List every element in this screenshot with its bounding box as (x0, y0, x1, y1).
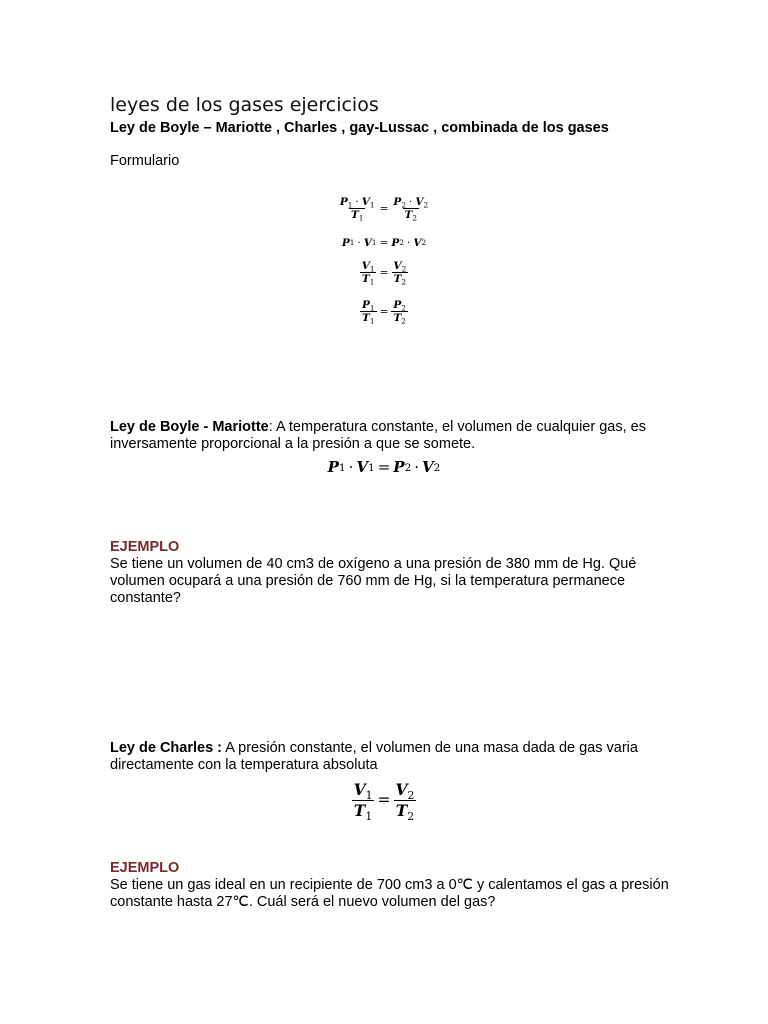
ejemplo-1-label: EJEMPLO (110, 539, 180, 555)
formula-charles-small: $\frac{V_1}{T_1}$ = $\frac{V_2}{T_2}$ (361, 260, 407, 287)
document-subtitle: Ley de Boyle – Mariotte , Charles , gay-Lussac , combinada de los gases (110, 120, 609, 136)
formula-combined: $\frac{P_1 \cdot V_1}{T_1}$ = $\frac{P_2 \cdot V_2}{T_2}$ (339, 196, 429, 223)
formulario-label: Formulario (110, 153, 180, 169)
ejemplo-2 (110, 860, 670, 911)
boyle-text: : A temperatura constante, el volumen de cualquier gas, es inversamente proporcional a la presión a que se somete. (110, 419, 646, 452)
formula-gay-lussac-small: $\frac{P_1}{T_1}$ = $\frac{P_2}{T_2}$ (362, 299, 406, 326)
ejemplo-2-label: EJEMPLO (110, 860, 180, 876)
ejemplo-2-text: Se tiene un gas ideal en un recipiente de 700 cm3 a 0℃ y calentamos el gas a presión constante hasta 27℃. Cuál será el nuevo volumen del gas? (110, 877, 669, 910)
charles-text: A presión constante, el volumen de una masa dada de gas varia directamente con la temperatura absoluta (110, 740, 638, 773)
boyle-heading: Ley de Boyle - Mariotte (110, 419, 269, 435)
formula-boyle-large: P 1 · V 1 = P 2 · V 2 (327, 458, 441, 476)
formula-charles-large: $\frac{V_1}{T_1}$ = $\frac{V_2}{T_2}$ (353, 780, 415, 823)
ejemplo-1 (110, 539, 670, 607)
boyle-paragraph (110, 419, 670, 453)
formula-boyle-small: P 1 · V 1 = P 2 · V 2 (341, 237, 427, 249)
document-title: leyes de los gases ejercicios (110, 94, 379, 116)
charles-heading: Ley de Charles : (110, 740, 223, 756)
charles-paragraph (110, 740, 670, 774)
ejemplo-1-text: Se tiene un volumen de 40 cm3 de oxígeno a una presión de 380 mm de Hg. Qué volumen ocupará a una presión de 760 mm de Hg, si la temperatura permanece constante? (110, 556, 637, 606)
